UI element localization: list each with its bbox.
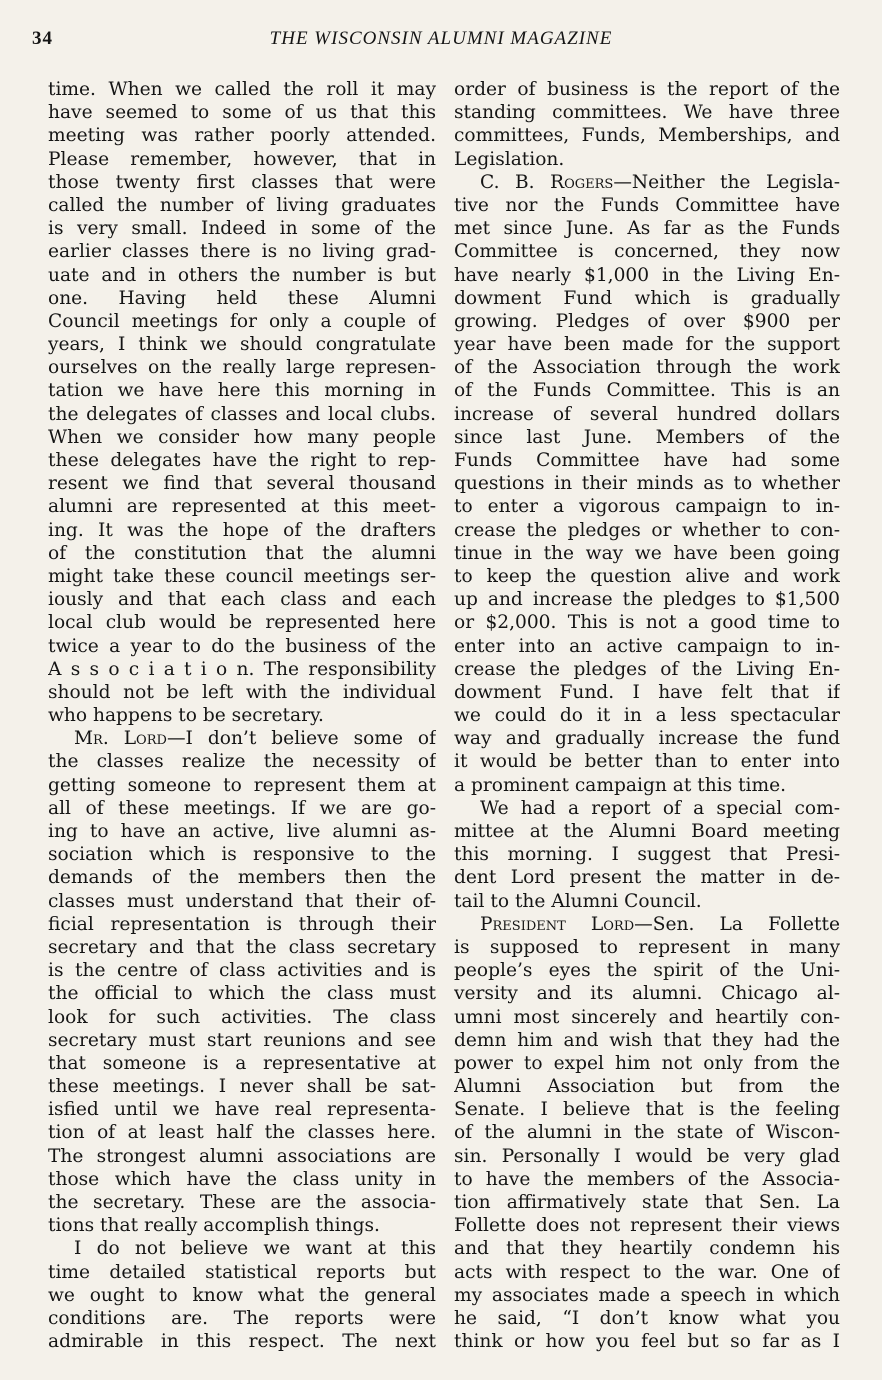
text-line [454,727,840,750]
text-line [454,333,840,356]
line-text: the delegates of classes and local clubs. [48,403,436,425]
line-text: the classes realize the necessity of [48,751,436,773]
text-line [48,264,436,287]
text-line [48,1075,436,1098]
text-line [454,820,840,843]
line-text: tinue in the way we have been going [454,542,840,564]
text-line [48,449,436,472]
text-line [454,1284,840,1307]
text-line [48,333,436,356]
line-text: those which have the class unity in [48,1168,436,1190]
line-text: Alumni Association but from the [454,1076,840,1098]
line-text: Funds Committee have had some [454,450,840,471]
text-line [454,356,840,379]
line-text: of the alumni in the state of Wiscon- [454,1122,840,1144]
line-text: committees, Funds, Memberships, and [454,125,840,147]
line-text: increase of several hundred dollars [454,403,840,425]
text-line [454,843,840,866]
line-text: meeting was rather poorly attended. [48,125,436,147]
text-line [48,1214,436,1237]
line-text: tion affirmatively state that Sen. La [454,1192,840,1213]
line-text: to have the members of the Associa- [454,1168,840,1190]
line-text: standing committees. We have three [454,102,840,124]
line-text: is very small. Indeed in some of the [48,218,436,240]
line-text: one. Having held these Alumni [48,287,436,309]
text-line [454,1191,840,1214]
line-text: tation we have here this morning in [48,380,436,402]
text-line [48,611,436,634]
line-text: time. When we called the roll it may [48,79,436,100]
line-text: getting someone to represent them at [48,774,436,796]
speaker-name: C. B. Rogers [480,171,614,193]
line-text: admirable in this respect. The next [48,1331,436,1353]
line-text: the official to which the class must [48,983,436,1005]
text-line [454,565,840,588]
line-text: umni most sincerely and heartily con- [454,1006,840,1028]
text-line [454,495,840,518]
line-text: I do not believe we want at this [74,1238,436,1260]
text-line [454,1307,840,1330]
running-title: THE WISCONSIN ALUMNI MAGAZINE [269,28,613,49]
line-text: mittee at the Alumni Board meeting [454,821,840,842]
text-line [454,936,840,959]
line-text: conditions are. The reports were [48,1307,436,1329]
line-text: power to expel him not only from the [454,1052,840,1074]
line-text: to keep the question alive and work [454,565,840,587]
text-line [48,217,436,240]
text-line [48,565,436,588]
text-line [454,1145,840,1168]
text-line [454,264,840,287]
line-text: all of these meetings. If we are go- [48,797,436,819]
line-text: up and increase the pledges to $1,500 [454,589,840,611]
text-line [454,403,840,426]
line-text: iously and that each class and each [48,589,436,611]
page-number: 34 [32,28,53,49]
text-line [48,982,436,1005]
text-line [48,1121,436,1144]
line-text: We had a report of a special com- [480,797,840,819]
text-line [454,101,840,124]
text-line [454,1052,840,1075]
line-text: time detailed statistical reports but [48,1261,436,1283]
line-text: enter into an active campaign to in- [454,635,840,657]
line-text: tions that really accomplish things. [48,1215,380,1237]
text-line [48,1191,436,1214]
text-line [48,750,436,773]
text-line [454,124,840,147]
line-text: met since June. As far as the Funds [454,218,840,240]
line-text: these delegates have the right to rep- [48,450,436,471]
line-text: Legislation. [454,148,565,170]
text-line [454,658,840,681]
line-text: uate and in others the number is but [48,264,436,286]
text-line [48,681,436,704]
line-text: since last June. Members of the [454,426,840,448]
text-line [454,379,840,402]
text-line [454,797,840,820]
text-line [454,1330,840,1353]
line-text: dent Lord present the matter in de- [454,867,840,889]
speaker-name: Mr. Lord [74,728,167,750]
text-line [48,843,436,866]
line-text: secretary and that the class secretary [48,936,436,958]
text-line [48,774,436,797]
text-line [454,194,840,217]
text-line [454,1214,840,1237]
line-text: way and gradually increase the fund [454,728,840,750]
text-line [454,449,840,472]
text-line [48,890,436,913]
line-text: have nearly $1,000 in the Living En- [454,264,840,286]
line-text: years, I think we should congratulate [48,334,436,356]
line-text: crease the pledges or whether to con- [454,519,840,541]
text-line [48,913,436,936]
line-text: tion of at least half the classes here. [48,1122,436,1144]
text-line [48,171,436,194]
line-text: earlier classes there is no living grad- [48,241,436,263]
line-text: resent we find that several thousand [48,473,436,495]
text-line [48,356,436,379]
line-text: versity and its alumni. Chicago al- [454,983,840,1005]
text-line [454,148,840,171]
line-text: The strongest alumni associations are [48,1145,436,1167]
text-line [48,866,436,889]
line-text: think or how you feel but so far as I [454,1331,840,1353]
line-text: who happens to be secretary. [48,705,324,727]
line-text: of the Association through the work [454,357,840,379]
text-line [454,426,840,449]
text-line [48,1052,436,1075]
text-line [48,124,436,147]
line-text: order of business is the report of the [454,79,840,100]
line-text: dowment Fund which is gradually [454,287,840,309]
line-text: alumni are represented at this meet- [48,496,436,518]
text-line [48,1261,436,1284]
text-line [48,1168,436,1191]
line-text: tail to the Alumni Council. [454,890,702,912]
line-text: should not be left with the individual [48,681,436,703]
line-text: he said, “I don’t know what you [454,1307,840,1329]
text-line [48,78,436,101]
line-text: classes must understand that their of- [48,890,436,912]
text-line [454,774,840,797]
text-line [454,1075,840,1098]
line-text: demands of the members then the [48,867,436,889]
line-text: and that they heartily condemn his [454,1238,840,1260]
text-line [454,1237,840,1260]
line-text: —Sen. La Follette [634,913,840,935]
line-text: year have been made for the support [454,334,840,356]
line-text: Follette does not represent their views [454,1215,840,1237]
line-text: is supposed to represent in many [454,936,840,958]
text-line [454,240,840,263]
text-line [454,866,840,889]
left-column [48,78,436,1353]
line-text: secretary must start reunions and see [48,1029,436,1051]
text-line [454,1006,840,1029]
text-line [48,310,436,333]
line-text: is the centre of class activities and is [48,960,436,982]
text-line [454,635,840,658]
text-line [48,1284,436,1307]
line-text: called the number of living graduates [48,194,436,216]
text-line [48,1145,436,1168]
line-text: crease the pledges of the Living En- [454,658,840,680]
line-text: dowment Fund. I have felt that if [454,681,840,703]
text-line [48,403,436,426]
line-text: growing. Pledges of over $900 per [454,310,840,332]
line-text: sociation which is responsive to the [48,844,436,866]
text-line [454,982,840,1005]
text-line [48,426,436,449]
line-text: my associates made a speech in which [454,1284,840,1306]
line-text: acts with respect to the war. One of [454,1261,840,1283]
line-text: ficial representation is through their [48,913,436,935]
line-text: we ought to know what the general [48,1284,436,1306]
line-text: Senate. I believe that is the feeling [454,1099,840,1121]
text-line [454,588,840,611]
line-text: these meetings. I never shall be sat- [48,1076,436,1098]
line-text: When we consider how many people [48,426,436,448]
line-text: —Neither the Legisla- [613,171,840,193]
text-line [454,959,840,982]
text-line [48,1029,436,1052]
line-text: —I don’t believe some of [166,728,436,750]
line-text: that someone is a representative at [48,1052,436,1074]
line-text: Committee is concerned, they now [454,241,840,263]
line-text: Please remember, however, that in [48,148,436,170]
text-line [454,472,840,495]
text-line [454,1121,840,1144]
page-header [32,28,850,56]
line-text: to enter a vigorous campaign to in- [454,496,840,518]
line-text: Council meetings for only a couple of [48,310,436,332]
line-text: isfied until we have real representa- [48,1099,436,1121]
line-text: questions in their minds as to whether [454,473,840,495]
text-line [48,959,436,982]
line-text: those twenty first classes that were [48,171,436,193]
line-text: demn him and wish that they had the [454,1029,840,1051]
text-line [48,704,436,727]
line-text: A s s o c i a t i o n. The responsibility [48,658,436,680]
line-text: or $2,000. This is not a good time to [454,612,840,634]
text-line [48,588,436,611]
text-line [48,936,436,959]
line-text: might take these council meetings ser- [48,565,436,587]
text-line [48,820,436,843]
text-line [454,750,840,773]
text-line [454,1261,840,1284]
line-text: tive nor the Funds Committee have [454,194,840,216]
line-text: of the Funds Committee. This is an [454,380,840,402]
text-line [454,681,840,704]
text-line [48,1098,436,1121]
text-line [48,1330,436,1353]
text-line [454,1098,840,1121]
line-text: twice a year to do the business of the [48,635,436,657]
right-column [454,78,840,1353]
line-text: ing. It was the hope of the drafters [48,519,436,541]
speaker-name: President Lord [480,913,635,935]
line-text: this morning. I suggest that Presi- [454,844,840,866]
text-line [48,797,436,820]
text-line [454,519,840,542]
line-text: a prominent campaign at this time. [454,774,787,796]
text-line [48,148,436,171]
text-line [48,542,436,565]
line-text: we could do it in a less spectacular [454,705,840,727]
text-line [48,1307,436,1330]
line-text: ourselves on the really large represen- [48,357,436,379]
text-line [48,1006,436,1029]
text-line [454,171,840,194]
line-text: have seemed to some of us that this [48,102,436,124]
line-text: ing to have an active, live alumni as- [48,821,436,842]
text-line [48,194,436,217]
text-line [454,217,840,240]
line-text: sin. Personally I would be very glad [454,1145,840,1167]
text-line [454,287,840,310]
text-line [454,310,840,333]
text-line [454,1029,840,1052]
text-line [48,1237,436,1260]
text-line [48,379,436,402]
text-line [48,658,436,681]
line-text: local club would be represented here [48,612,436,634]
text-line [48,519,436,542]
text-line [48,635,436,658]
text-line [48,495,436,518]
text-line [454,890,840,913]
text-line [454,913,840,936]
text-line [48,287,436,310]
line-text: the secretary. These are the associa- [48,1192,436,1213]
text-line [454,704,840,727]
line-text: it would be better than to enter into [454,751,840,773]
text-line [48,101,436,124]
text-line [48,240,436,263]
line-text: people’s eyes the spirit of the Uni- [454,960,840,982]
line-text: of the constitution that the alumni [48,542,436,564]
text-line [454,611,840,634]
text-line [454,1168,840,1191]
text-line [454,78,840,101]
text-line [48,727,436,750]
text-line [454,542,840,565]
line-text: look for such activities. The class [48,1006,436,1028]
text-line [48,472,436,495]
